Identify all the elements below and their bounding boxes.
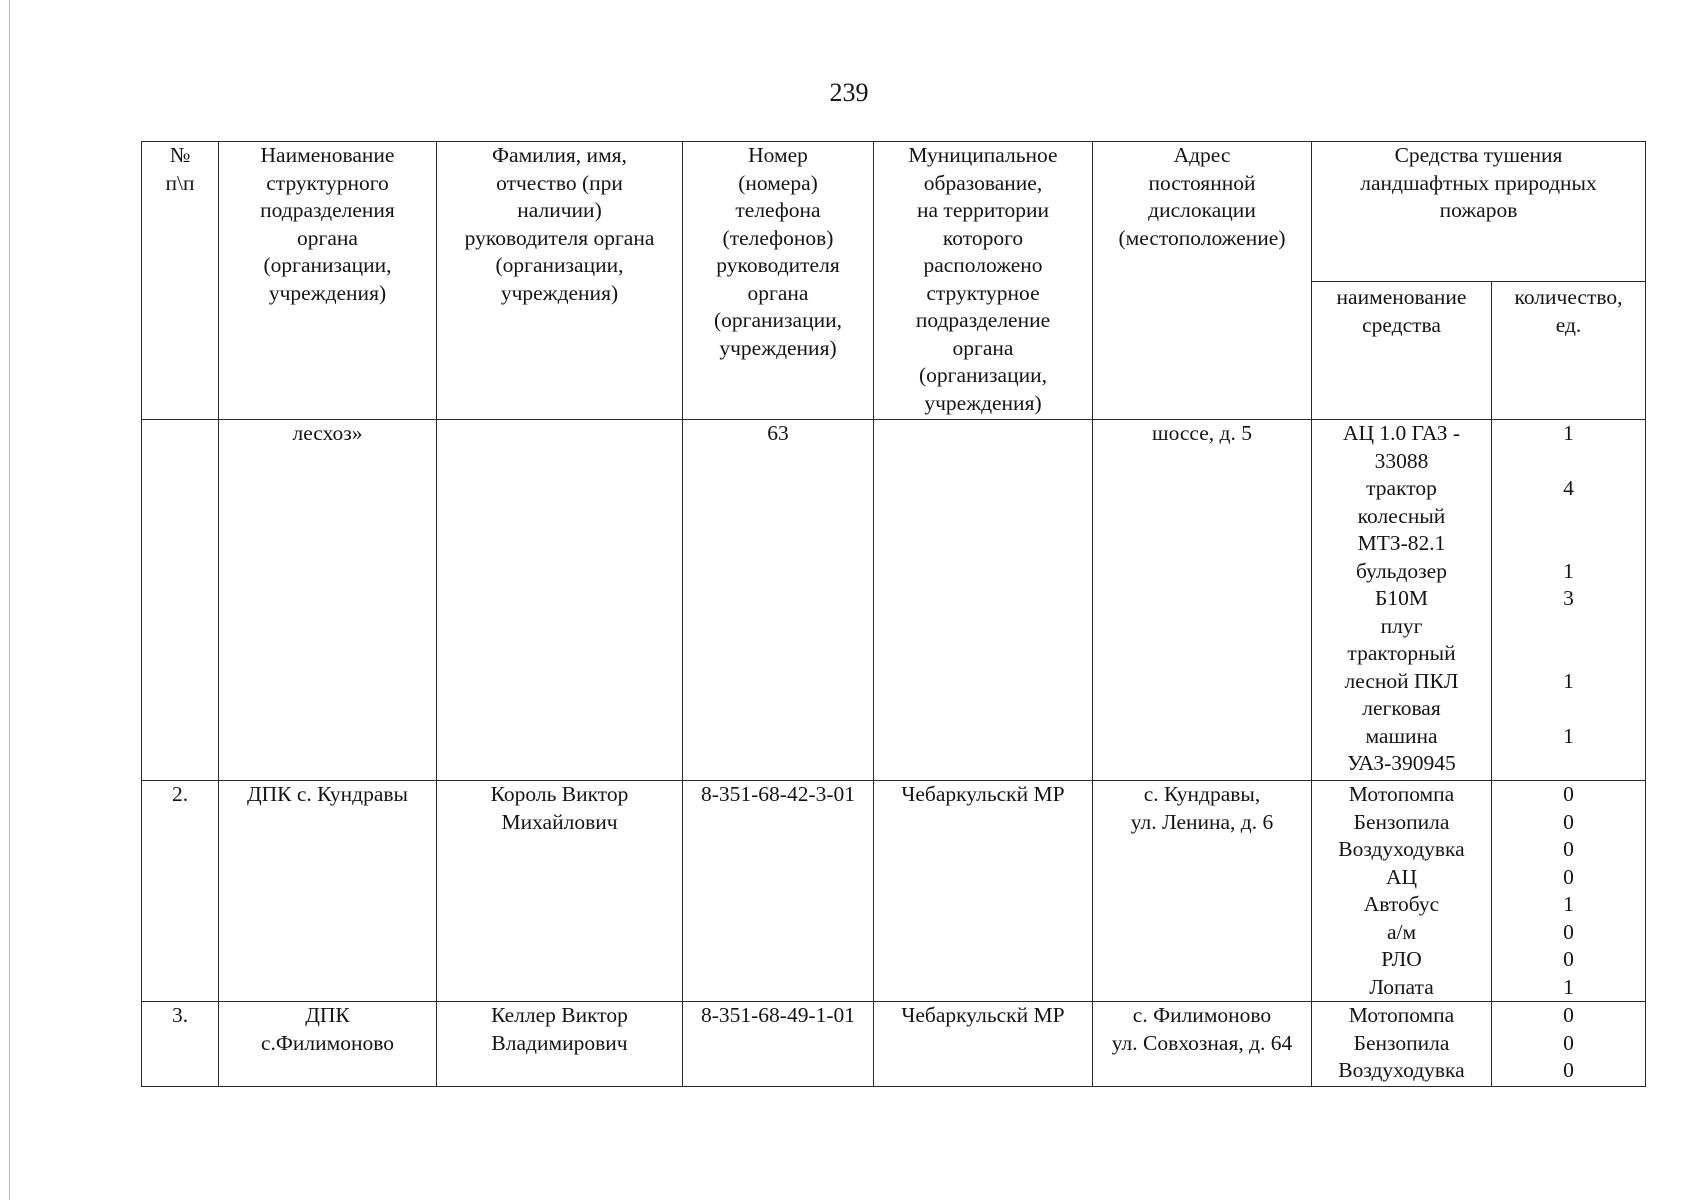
cell-line: Мотопомпа xyxy=(1348,1003,1455,1027)
cell-line: 8-351-68-49-1-01 xyxy=(700,1003,856,1027)
cell-line: Келлер Виктор xyxy=(491,1003,628,1027)
cell-line: машина xyxy=(1365,723,1438,748)
cell-line: (организации, xyxy=(714,308,842,332)
cell-line: подразделения xyxy=(260,198,395,222)
cell-line: трактор xyxy=(1366,476,1437,500)
cell-line: Чебаркульскй МР xyxy=(901,782,1065,806)
cell-municipality xyxy=(874,1002,1093,1087)
cell-num xyxy=(142,1002,219,1087)
cell-line: телефона xyxy=(735,198,821,222)
header-unit-name xyxy=(219,142,437,420)
cell-line: отчество (при xyxy=(496,170,623,195)
cell-line: шоссе, д. 5 xyxy=(1152,421,1252,445)
cell-line: АЦ xyxy=(1385,864,1418,889)
header-head-name xyxy=(437,142,683,420)
cell-line: тракторный xyxy=(1347,641,1456,665)
cell-phone xyxy=(683,420,874,781)
cell-head-name xyxy=(437,420,683,781)
cell-line: 4 xyxy=(1563,476,1574,500)
cell-line: органа xyxy=(747,280,809,305)
cell-line: 1 xyxy=(1563,421,1574,445)
cell-line: п\п xyxy=(165,170,195,195)
cell-line: Король Виктор xyxy=(490,782,629,806)
cell-line: 0 xyxy=(1563,919,1574,944)
cell-address xyxy=(1093,781,1312,1002)
cell-line: Воздуходувка xyxy=(1338,1058,1465,1082)
cell-line: ДПК с. Кундравы xyxy=(246,782,408,806)
header-num xyxy=(142,142,219,420)
cell-line: расположено xyxy=(923,253,1043,277)
cell-line: № xyxy=(169,143,191,167)
cell-line: пожаров xyxy=(1439,198,1518,222)
cell-line: учреждения) xyxy=(500,280,619,305)
cell-line: наименование xyxy=(1336,285,1467,309)
cell-line: ДПК xyxy=(305,1003,350,1027)
cell-line: Михайлович xyxy=(501,809,618,834)
table-row xyxy=(142,781,1646,1002)
cell-means-quantities xyxy=(1492,781,1646,1002)
page-number: 239 xyxy=(829,78,869,107)
cell-line: Муниципальное xyxy=(908,143,1058,167)
cell-line: 0 xyxy=(1563,1003,1574,1027)
cell-line: ландшафтных природных xyxy=(1360,170,1597,195)
cell-line: Лопата xyxy=(1369,974,1434,999)
cell-line: 3 xyxy=(1563,586,1574,610)
cell-municipality xyxy=(874,420,1093,781)
cell-line: 3. xyxy=(171,1003,189,1027)
cell-line: ул. Совхозная, д. 64 xyxy=(1111,1030,1293,1055)
cell-line: структурного xyxy=(266,170,389,195)
cell-means-quantities xyxy=(1492,420,1646,781)
cell-line: 0 xyxy=(1563,947,1574,971)
cell-line: 0 xyxy=(1563,809,1574,834)
cell-line: (организации, xyxy=(495,253,624,277)
cell-line: (организации, xyxy=(263,253,392,277)
header-means-quantity xyxy=(1492,282,1646,420)
cell-line: 33088 xyxy=(1374,448,1429,473)
blank-line xyxy=(1494,695,1643,723)
cell-line: структурное xyxy=(926,280,1040,305)
cell-line: 0 xyxy=(1563,1058,1574,1082)
cell-line: 1 xyxy=(1563,892,1574,916)
cell-phone xyxy=(683,781,874,1002)
cell-line: учреждения) xyxy=(924,390,1042,415)
cell-line: которого xyxy=(942,225,1024,250)
cell-line: наличии) xyxy=(517,198,602,222)
cell-unit-name xyxy=(219,420,437,781)
cell-line: средства xyxy=(1362,312,1441,337)
cell-num xyxy=(142,781,219,1002)
cell-line: ул. Ленина, д. 6 xyxy=(1130,809,1274,834)
cell-line: Владимирович xyxy=(491,1030,628,1055)
cell-line: Адрес xyxy=(1173,143,1231,167)
blank-line xyxy=(1494,503,1643,531)
cell-line: МТЗ-82.1 xyxy=(1357,531,1446,555)
cell-unit-name xyxy=(219,1002,437,1087)
cell-line: Бензопила xyxy=(1353,809,1450,834)
header-row xyxy=(142,142,1646,282)
header-phone xyxy=(683,142,874,420)
cell-unit-name xyxy=(219,781,437,1002)
cell-line: 2. xyxy=(171,782,189,806)
cell-line: 0 xyxy=(1563,1030,1574,1055)
header-means-name xyxy=(1312,282,1492,420)
cell-line: 0 xyxy=(1563,837,1574,861)
cell-municipality xyxy=(874,781,1093,1002)
cell-line: бульдозер xyxy=(1356,558,1447,583)
cell-phone xyxy=(683,1002,874,1087)
cell-line: органа xyxy=(297,225,358,250)
cell-line: количество, xyxy=(1514,285,1623,309)
cell-line: Наименование xyxy=(260,143,395,167)
cell-line: колесный xyxy=(1357,503,1446,528)
cell-line: 1 xyxy=(1563,723,1574,748)
cell-line: руководителя xyxy=(716,253,840,277)
cell-line: органа xyxy=(952,335,1014,360)
cell-line: с. Филимоново xyxy=(1132,1003,1272,1027)
cell-line: 0 xyxy=(1563,782,1574,806)
cell-line: лесхоз» xyxy=(292,421,363,445)
header-municipality xyxy=(874,142,1093,420)
blank-line xyxy=(1494,750,1643,778)
cell-line: АЦ 1.0 ГАЗ - xyxy=(1342,421,1461,445)
table-row xyxy=(142,420,1646,781)
cell-address xyxy=(1093,1002,1312,1087)
cell-line: учреждения) xyxy=(268,280,387,305)
cell-line: подразделение xyxy=(915,308,1051,332)
cell-line: Средства тушения xyxy=(1394,143,1563,167)
cell-line: РЛО xyxy=(1381,947,1422,971)
cell-line: 0 xyxy=(1563,864,1574,889)
cell-line: постоянной xyxy=(1148,170,1256,195)
blank-line xyxy=(1494,530,1643,558)
cell-line: с. Кундравы, xyxy=(1143,782,1261,806)
cell-line: ед. xyxy=(1555,312,1582,337)
header-address xyxy=(1093,142,1312,420)
cell-line: Чебаркульскй МР xyxy=(901,1003,1065,1027)
cell-means-names xyxy=(1312,781,1492,1002)
cell-line: (организации, xyxy=(919,363,1047,387)
cell-line: Номер xyxy=(748,143,808,167)
cell-line: руководителя органа xyxy=(464,225,655,250)
cell-line: а/м xyxy=(1386,919,1417,944)
blank-line xyxy=(1494,448,1643,476)
header-means-group xyxy=(1312,142,1646,282)
cell-line: (местоположение) xyxy=(1118,225,1286,250)
cell-line: плуг xyxy=(1380,613,1423,638)
cell-head-name xyxy=(437,781,683,1002)
cell-head-name xyxy=(437,1002,683,1087)
cell-num xyxy=(142,420,219,781)
cell-means-names xyxy=(1312,1002,1492,1087)
cell-line: Бензопила xyxy=(1353,1030,1450,1055)
cell-address xyxy=(1093,420,1312,781)
cell-line: (телефонов) xyxy=(722,225,834,250)
cell-line: Воздуходувка xyxy=(1338,837,1465,861)
cell-line: (номера) xyxy=(738,170,818,195)
blank-line xyxy=(1494,640,1643,668)
cell-line: лесной ПКЛ xyxy=(1344,668,1459,693)
blank-line xyxy=(1494,613,1643,641)
cell-line: 8-351-68-42-3-01 xyxy=(700,782,856,806)
cell-line: на территории xyxy=(917,198,1049,222)
table-row xyxy=(142,1002,1646,1087)
page-edge-line xyxy=(9,0,10,1200)
cell-line: Автобус xyxy=(1363,892,1440,916)
cell-line: 63 xyxy=(767,421,789,445)
cell-line: 1 xyxy=(1563,974,1574,999)
cell-line: дислокации xyxy=(1148,198,1256,222)
fire-means-table xyxy=(141,141,1646,1087)
cell-line: Б10М xyxy=(1375,586,1428,610)
cell-means-names xyxy=(1312,420,1492,781)
cell-line: УАЗ-390945 xyxy=(1347,751,1456,775)
cell-line: 1 xyxy=(1563,558,1574,583)
cell-line: учреждения) xyxy=(719,335,837,360)
cell-line: образование, xyxy=(923,170,1043,195)
cell-line: 1 xyxy=(1563,668,1574,693)
cell-means-quantities xyxy=(1492,1002,1646,1087)
cell-line: легковая xyxy=(1362,696,1441,720)
cell-line: с.Филимоново xyxy=(260,1030,394,1055)
cell-line: Фамилия, имя, xyxy=(492,143,627,167)
cell-line: Мотопомпа xyxy=(1348,782,1455,806)
